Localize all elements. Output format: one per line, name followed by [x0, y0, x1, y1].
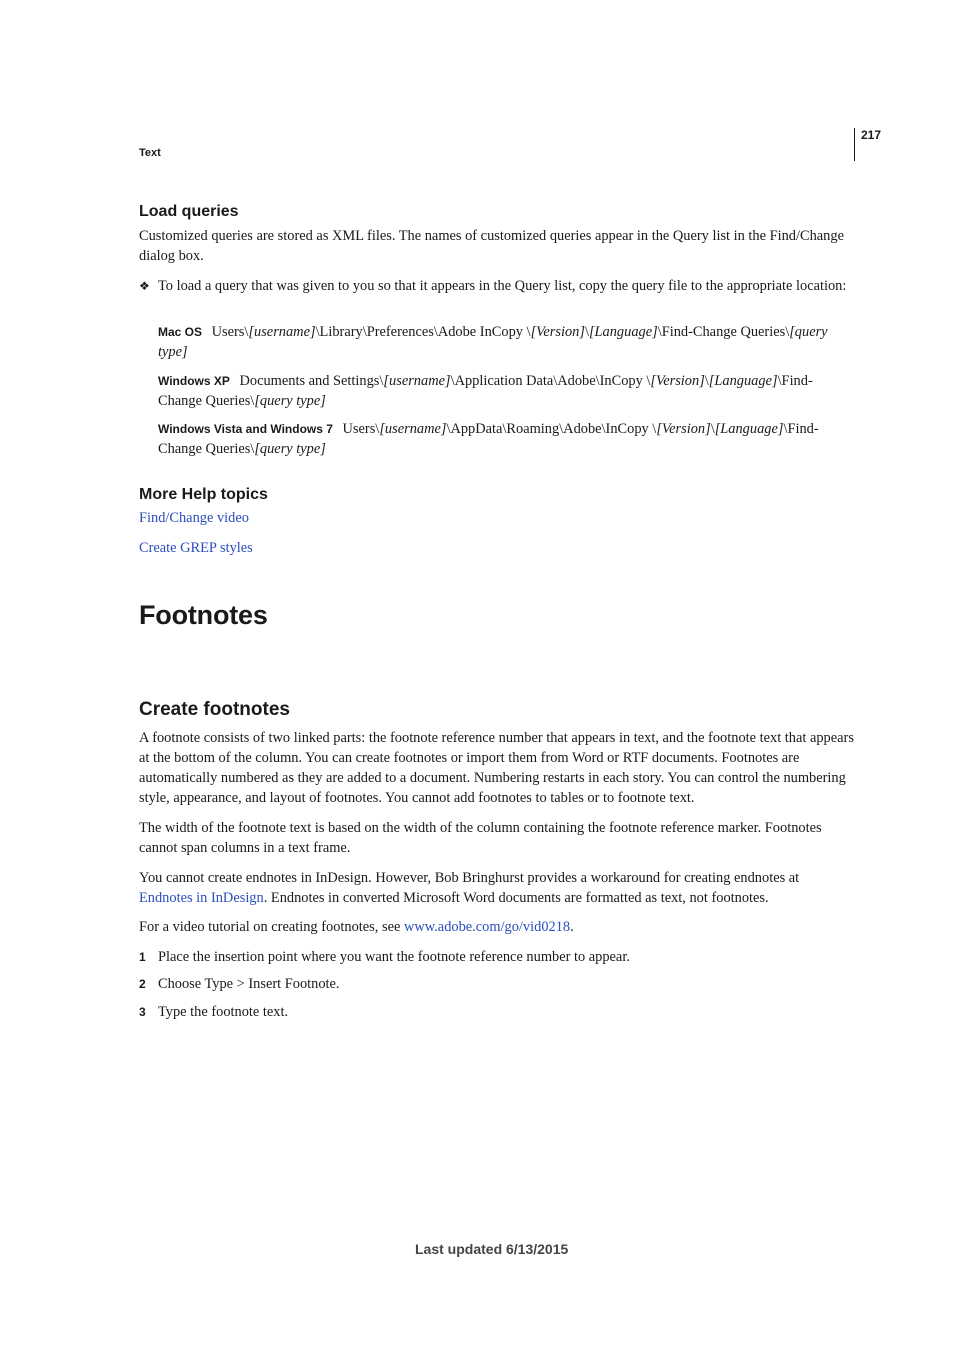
load-queries-intro: Customized queries are stored as XML files. The names of customized queries appear in the Query list in the Find/Change dialog box. [139, 228, 844, 264]
link-endnotes-in-indesign[interactable]: Endnotes in InDesign [139, 890, 264, 906]
footnotes-paragraph-3: You cannot create endnotes in InDesign. However, Bob Bringhurst provides a workaround for creating endnotes at Endnotes in InDesign. Endnotes in converted Microsoft Word documents are formatted as text, not footnotes. [139, 870, 800, 906]
load-queries-instruction: To load a query that was given to you so that it appears in the Query list, copy the query file to the appropriate location: [158, 278, 847, 294]
step-text: Choose Type > Insert Footnote. [158, 976, 340, 992]
last-updated: Last updated 6/13/2015 [415, 1241, 569, 1257]
footnotes-paragraph-4: For a video tutorial on creating footnotes, see www.adobe.com/go/vid0218. [139, 919, 574, 935]
location-os-label: Windows XP [158, 374, 230, 388]
section-label: Text [139, 147, 161, 159]
load-queries-heading: Load queries [139, 203, 239, 220]
create-footnotes-heading: Create footnotes [139, 699, 290, 720]
footnotes-paragraph-2: The width of the footnote text is based on the width of the column containing the footnote reference marker. Footnotes cannot span columns in a text frame. [139, 820, 822, 856]
bullet-icon: ❖ [139, 279, 150, 293]
link-create-grep-styles[interactable]: Create GREP styles [139, 540, 253, 556]
link-find-change-video[interactable]: Find/Change video [139, 510, 249, 526]
step-number: 1 [139, 950, 146, 964]
footnotes-paragraph-1: A footnote consists of two linked parts: the footnote reference number that appears in text, and the footnote text that appears at the bottom of the column. You can create footnotes or import them from Word or RTF documents. Footnotes are automatically numbered as they are added to a document. Numbering restarts in each story. You can control the numbering style, appearance, and layout of footnotes. You cannot add footnotes to tables or to footnote text. [139, 730, 854, 806]
step-text: Place the insertion point where you want the footnote reference number to appear. [158, 949, 630, 965]
location-os-label: Mac OS [158, 325, 203, 339]
location-windows-xp: Windows XP Documents and Settings\[username]\Application Data\Adobe\InCopy \[Version]\[Language]\Find-Change Queries\[query type] [158, 373, 813, 409]
location-os-label: Windows Vista and Windows 7 [158, 422, 333, 436]
link-video-tutorial[interactable]: www.adobe.com/go/vid0218 [403, 919, 571, 935]
step-number: 3 [139, 1005, 146, 1019]
location-windows-vista-7: Windows Vista and Windows 7 Users\[username]\AppData\Roaming\Adobe\InCopy \[Version]\[Language]\Find-Change Queries\[query type] [158, 421, 819, 457]
step-number: 2 [139, 977, 146, 991]
header-rule [854, 128, 855, 161]
step-text: Type the footnote text. [158, 1004, 289, 1020]
page-number: 217 [861, 128, 882, 142]
location-mac: Mac OS Users\[username]\Library\Preferences\Adobe InCopy \[Version]\[Language]\Find-Change Queries\[query type] [158, 324, 828, 360]
footnotes-heading: Footnotes [139, 600, 268, 630]
more-help-heading: More Help topics [139, 486, 268, 503]
